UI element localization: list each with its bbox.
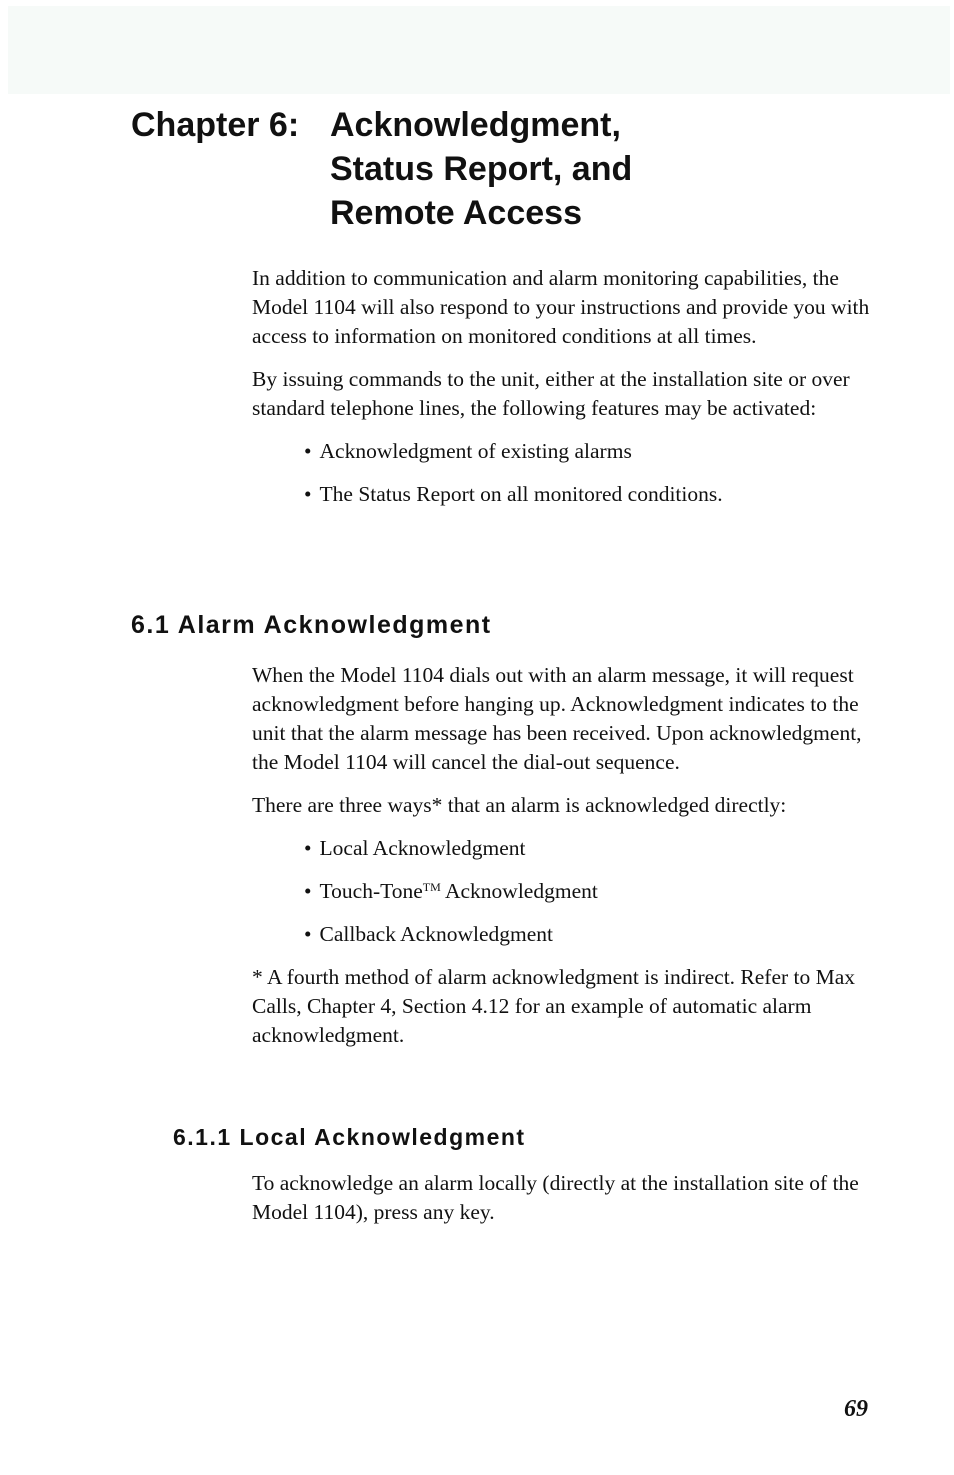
bullet-list: [252, 437, 872, 509]
subsection-heading: 6.1.1 Local Acknowledgment: [173, 1124, 526, 1150]
paragraph: To acknowledge an alarm locally (directly at the installation site of the Model 1104), press any key.: [252, 1171, 859, 1224]
footnote-paragraph: * A fourth method of alarm acknowledgment is indirect. Refer to Max Calls, Chapter 4, Section 4.12 for an example of automatic alarm acknowledgment.: [252, 965, 856, 1047]
trademark-mark: TM: [422, 880, 441, 894]
paragraph: By issuing commands to the unit, either at the installation site or over standard telephone lines, the following features may be activated:: [252, 367, 850, 420]
bullet-icon: •: [304, 836, 312, 860]
intro-block: [252, 264, 872, 523]
paragraph: In addition to communication and alarm monitoring capabilities, the Model 1104 will also respond to your instructions and provide you with access to information on monitored conditions at all times.: [252, 266, 870, 348]
list-item: • Local Acknowledgment: [304, 836, 526, 860]
list-item: • The Status Report on all monitored conditions.: [304, 482, 723, 506]
chapter-number: Chapter 6:: [131, 106, 300, 144]
list-item: • Callback Acknowledgment: [304, 922, 553, 946]
list-item: • Acknowledgment of existing alarms: [304, 439, 632, 463]
bullet-list: [252, 834, 872, 949]
bullet-icon: •: [304, 439, 312, 463]
bullet-icon: •: [304, 922, 312, 946]
chapter-title-line: Acknowledgment,: [330, 106, 621, 144]
page-top-band: [8, 6, 950, 94]
chapter-title-line: Remote Access: [330, 194, 582, 232]
paragraph: When the Model 1104 dials out with an alarm message, it will request acknowledgment before hanging up. Acknowledgment indicates to the unit that the alarm message has been received. Upon acknowledgment, the Model 1104 will cancel the dial-out sequence.: [252, 663, 862, 774]
chapter-title-line: Status Report, and: [330, 150, 633, 188]
chapter-title: [330, 103, 770, 235]
bullet-icon: •: [304, 879, 312, 903]
section-6-1-1-block: [252, 1169, 872, 1241]
page-number: 69: [844, 1396, 868, 1422]
list-item: • Touch-Tone™ Acknowledgment: [304, 879, 598, 903]
section-6-1-block: [252, 661, 872, 1064]
paragraph: There are three ways* that an alarm is acknowledged directly:: [252, 793, 787, 817]
bullet-icon: •: [304, 482, 312, 506]
section-heading: 6.1 Alarm Acknowledgment: [131, 611, 492, 639]
